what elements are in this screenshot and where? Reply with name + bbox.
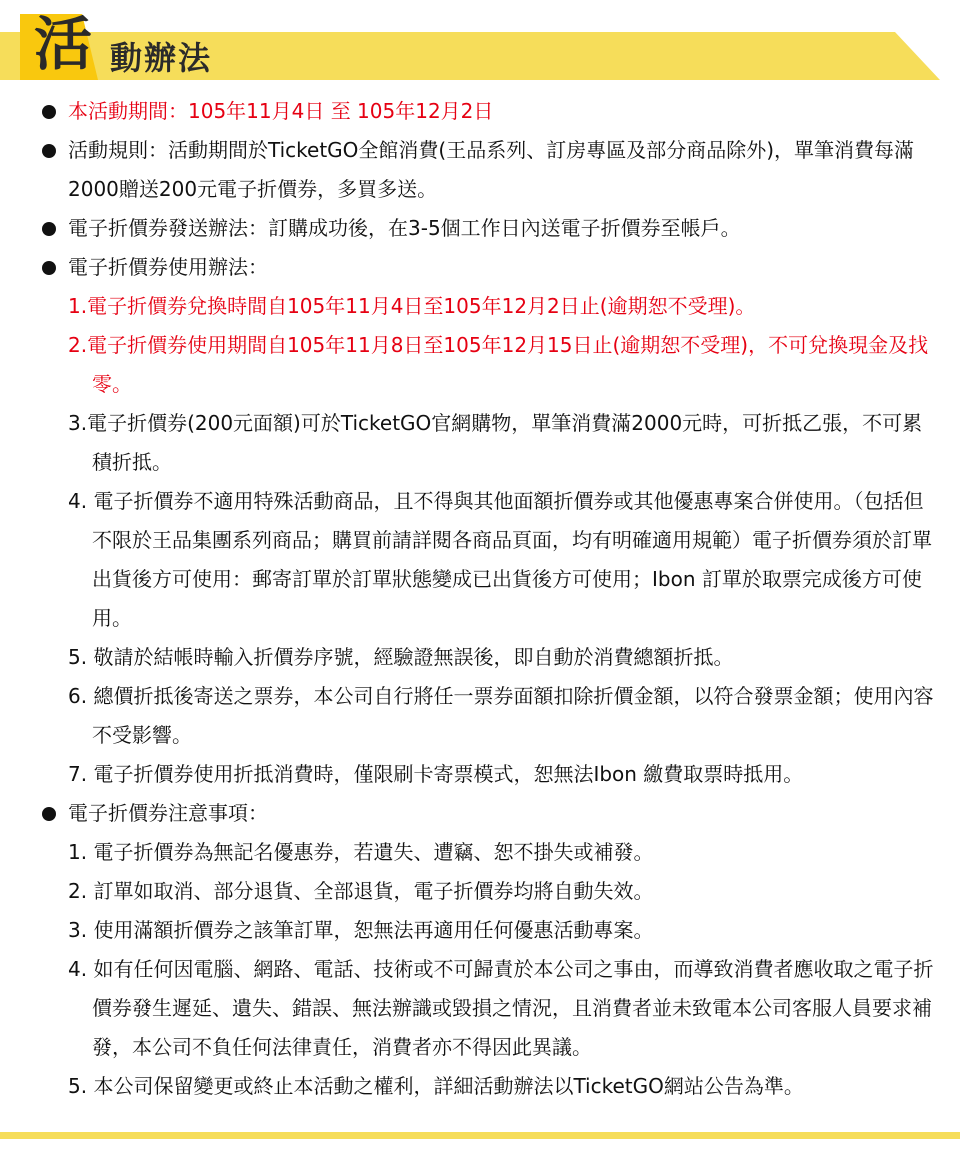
rule-sub-item <box>0 677 960 755</box>
bullet-dot-icon <box>42 144 56 158</box>
rule-text: 電子折價券發送辦法：訂購成功後，在3-5個工作日內送電子折價券至帳戶。 <box>68 216 741 240</box>
rule-sub-item <box>0 287 960 326</box>
rule-text: 5. 本公司保留變更或終止本活動之權利，詳細活動辦法以TicketGO網站公告為準。 <box>68 1074 804 1098</box>
rule-sub-item <box>0 950 960 1067</box>
banner-title-big: 活 <box>34 10 93 78</box>
bullet-dot-icon <box>42 105 56 119</box>
rule-sub-item <box>0 482 960 638</box>
rule-bullet-item <box>0 248 960 287</box>
rule-sub-item <box>0 755 960 794</box>
rule-text: 本活動期間：105年11月4日 至 105年12月2日 <box>68 99 494 123</box>
rule-text: 活動規則：活動期間於TicketGO全館消費(王品系列、訂房專區及部分商品除外)，單筆消費每滿2000贈送200元電子折價券，多買多送。 <box>68 138 915 201</box>
rule-bullet-item <box>0 209 960 248</box>
rule-bullet-item <box>0 131 960 209</box>
rule-sub-item <box>0 1067 960 1106</box>
rule-text: 電子折價券使用辦法： <box>68 255 268 279</box>
rule-text: 3. 使用滿額折價券之該筆訂單，恕無法再適用任何優惠活動專案。 <box>68 918 654 942</box>
rule-sub-item <box>0 638 960 677</box>
rule-sub-item <box>0 326 960 404</box>
rule-text: 3.電子折價券(200元面額)可於TicketGO官網購物，單筆消費滿2000元時，可折抵乙張，不可累積折抵。 <box>68 411 923 474</box>
banner-title-rest: 動辦法 <box>110 39 213 77</box>
section-banner <box>0 0 960 90</box>
rule-sub-item <box>0 911 960 950</box>
rule-text: 5. 敬請於結帳時輸入折價券序號，經驗證無誤後，即自動於消費總額折抵。 <box>68 645 734 669</box>
rule-text: 1. 電子折價券為無記名優惠券，若遺失、遭竊、恕不掛失或補發。 <box>68 840 654 864</box>
rule-text: 2.電子折價券使用期間自105年11月8日至105年12月15日止(逾期恕不受理)，不可兌換現金及找零。 <box>68 333 929 396</box>
rule-sub-item <box>0 404 960 482</box>
rule-text: 2. 訂單如取消、部分退貨、全部退貨，電子折價券均將自動失效。 <box>68 879 654 903</box>
rule-bullet-item <box>0 794 960 833</box>
bullet-dot-icon <box>42 222 56 236</box>
rules-content <box>0 92 960 1106</box>
rule-text: 4. 如有任何因電腦、網路、電話、技術或不可歸責於本公司之事由，而導致消費者應收取之電子折價券發生遲延、遺失、錯誤、無法辦識或毀損之情況，且消費者並未致電本公司客服人員要求補發，本公司不負任何法律責任，消費者亦不得因此異議。 <box>68 957 934 1059</box>
rule-sub-item <box>0 833 960 872</box>
bottom-divider <box>0 1132 960 1139</box>
rule-text: 6. 總價折抵後寄送之票券，本公司自行將任一票券面額扣除折價金額，以符合發票金額；使用內容不受影響。 <box>68 684 934 747</box>
rule-text: 電子折價券注意事項： <box>68 801 268 825</box>
rule-bullet-item <box>0 92 960 131</box>
rule-text: 7. 電子折價券使用折抵消費時，僅限刷卡寄票模式，恕無法Ibon 繳費取票時抵用。 <box>68 762 804 786</box>
bullet-dot-icon <box>42 807 56 821</box>
rule-text: 4. 電子折價券不適用特殊活動商品，且不得與其他面額折價券或其他優惠專案合併使用。（包括但不限於王品集團系列商品；購買前請詳閱各商品頁面，均有明確適用規範）電子折價券須於訂單出貨後方可使用：郵寄訂單於訂單狀態變成已出貨後方可使用；Ibon 訂單於取票完成後方可使用。 <box>68 489 932 630</box>
rule-sub-item <box>0 872 960 911</box>
rule-text: 1.電子折價券兌換時間自105年11月4日至105年12月2日止(逾期恕不受理)。 <box>68 294 756 318</box>
bullet-dot-icon <box>42 261 56 275</box>
